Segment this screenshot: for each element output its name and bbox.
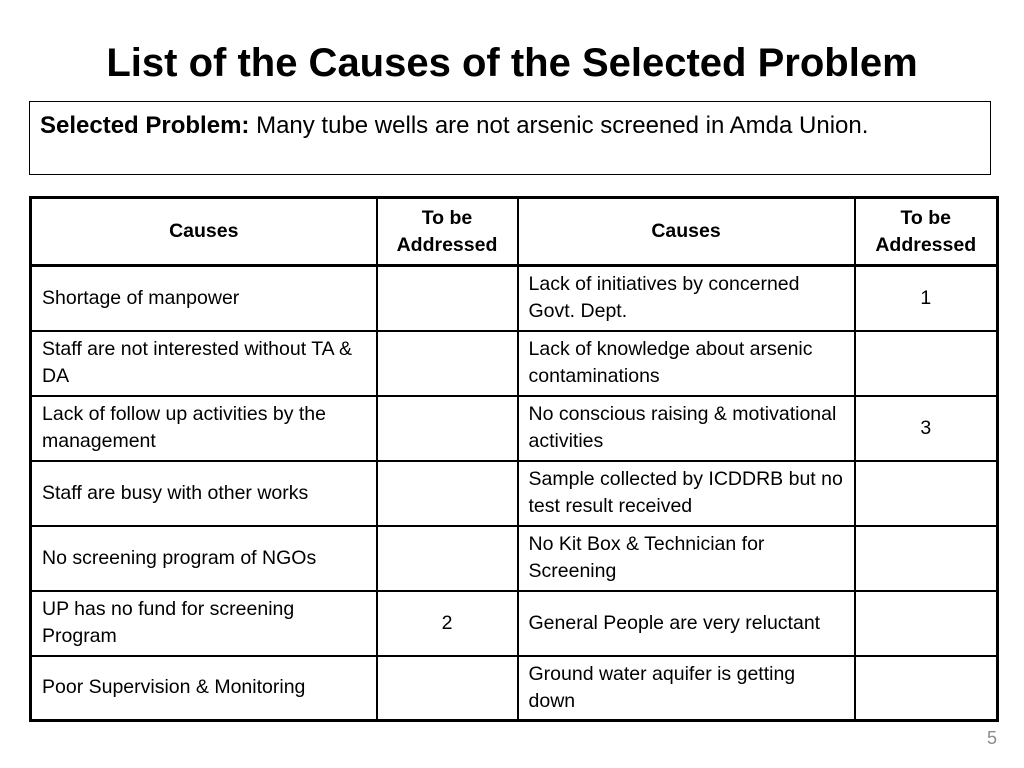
header-causes-left: Causes [31,198,377,266]
priority-right-cell [855,331,998,396]
cause-right-cell: General People are very reluctant [518,591,855,656]
table-row [31,396,998,461]
priority-right-cell [855,526,998,591]
cause-left-cell: Lack of follow up activities by the management [31,396,377,461]
priority-right-cell: 1 [855,266,998,331]
table-row [31,461,998,526]
priority-left-cell: 2 [377,591,518,656]
priority-left-cell [377,331,518,396]
priority-right-cell [855,461,998,526]
priority-left-cell [377,656,518,721]
table-row [31,331,998,396]
header-to-be-addressed-right: To be Addressed [855,198,998,266]
priority-left-cell [377,461,518,526]
header-to-be-addressed-left: To be Addressed [377,198,518,266]
cause-right-cell: No conscious raising & motivational activities [518,396,855,461]
table-row [31,591,998,656]
cause-left-cell: Shortage of manpower [31,266,377,331]
cause-right-cell: No Kit Box & Technician for Screening [518,526,855,591]
selected-problem-label: Selected Problem: [40,112,250,139]
table-row [31,526,998,591]
cause-right-cell: Lack of knowledge about arsenic contaminations [518,331,855,396]
priority-right-cell: 3 [855,396,998,461]
priority-right-cell [855,656,998,721]
selected-problem-box [29,101,991,175]
priority-left-cell [377,526,518,591]
cause-right-cell: Sample collected by ICDDRB but no test result received [518,461,855,526]
cause-left-cell: No screening program of NGOs [31,526,377,591]
priority-left-cell [377,396,518,461]
table-header-row [31,198,998,266]
cause-right-cell: Lack of initiatives by concerned Govt. Dept. [518,266,855,331]
page-number: 5 [986,728,997,748]
slide-title: List of the Causes of the Selected Problem [106,41,918,85]
table-row [31,656,998,721]
cause-left-cell: UP has no fund for screening Program [31,591,377,656]
priority-left-cell [377,266,518,331]
selected-problem-text: Many tube wells are not arsenic screened in Amda Union. [249,112,869,139]
cause-left-cell: Staff are not interested without TA & DA [31,331,377,396]
cause-right-cell: Ground water aquifer is getting down [518,656,855,721]
causes-table [29,196,999,722]
cause-left-cell: Staff are busy with other works [31,461,377,526]
priority-right-cell [855,591,998,656]
cause-left-cell: Poor Supervision & Monitoring [31,656,377,721]
table-row [31,266,998,331]
header-causes-right: Causes [518,198,855,266]
